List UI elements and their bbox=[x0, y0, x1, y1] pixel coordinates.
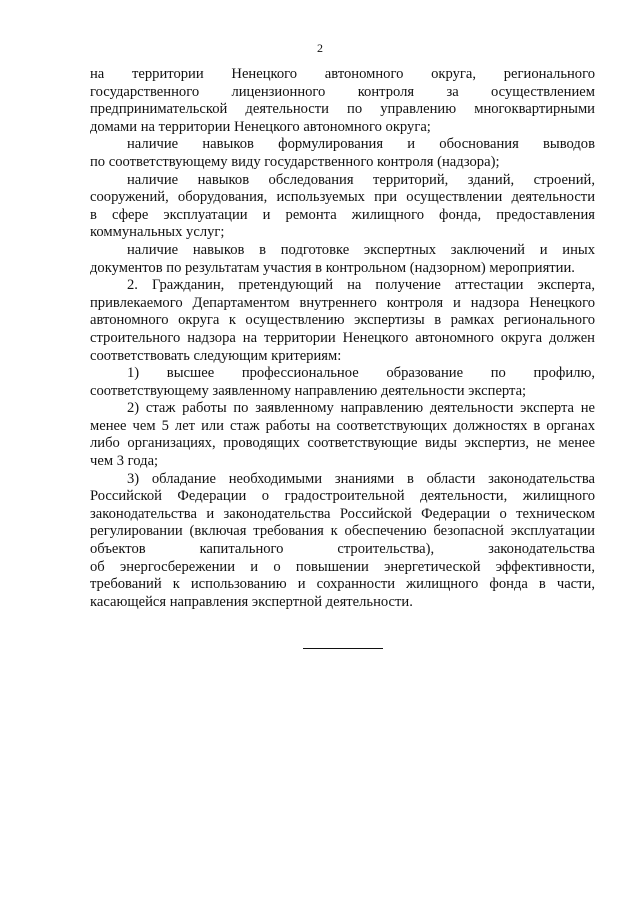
text-line: предпринимательской деятельности по управлению многоквартирными bbox=[90, 101, 595, 118]
text-line: чем 3 года; bbox=[90, 453, 159, 470]
page-number: 2 bbox=[317, 41, 323, 55]
text-line: наличие навыков обследования территорий, зданий, строений, bbox=[127, 171, 595, 188]
text-line: касающейся направления экспертной деятельности. bbox=[90, 593, 413, 610]
text-line: объектов капитального строительства), законодательства bbox=[90, 541, 595, 558]
text-line: привлекаемого Департаментом внутреннего контроля и надзора Ненецкого bbox=[90, 294, 595, 311]
text-line: наличие навыков формулирования и обоснования выводов bbox=[127, 136, 595, 153]
text-line: в сфере эксплуатации и ремонта жилищного фонда, предоставления bbox=[90, 206, 595, 223]
text-line: регулировании (включая требования к обеспечению безопасной эксплуатации bbox=[90, 523, 595, 540]
text-line: об энергосбережении и о повышении энергетической эффективности, bbox=[90, 558, 595, 575]
text-line: 3) обладание необходимыми знаниями в области законодательства bbox=[127, 470, 595, 487]
text-line: сооружений, оборудования, используемых при осуществлении деятельности bbox=[90, 189, 595, 206]
paragraph bbox=[90, 365, 595, 400]
text-line: государственного лицензионного контроля за осуществлением bbox=[90, 83, 595, 100]
text-line: на территории Ненецкого автономного округа, регионального bbox=[90, 66, 595, 82]
text-line: домами на территории Ненецкого автономного округа; bbox=[90, 118, 431, 135]
paragraph bbox=[90, 242, 595, 277]
text-line: коммунальных услуг; bbox=[90, 224, 225, 241]
text-line: соответствовать следующим критериям: bbox=[90, 347, 342, 364]
text-line: Российской Федерации о градостроительной деятельности, жилищного bbox=[90, 488, 595, 505]
paragraph bbox=[90, 172, 595, 242]
paragraph bbox=[90, 66, 595, 136]
paragraph bbox=[90, 400, 595, 470]
text-line: документов по результатам участия в контрольном (надзорном) мероприятии. bbox=[90, 259, 575, 276]
text-line: наличие навыков в подготовке экспертных заключений и иных bbox=[127, 241, 595, 258]
text-line: автономного округа к осуществлению экспертизы в рамках регионального bbox=[90, 312, 595, 329]
paragraph bbox=[90, 471, 595, 612]
text-line: по соответствующему виду государственного контроля (надзора); bbox=[90, 153, 500, 170]
text-line: менее чем 5 лет или стаж работы на соответствующих должностях в органах bbox=[90, 417, 595, 434]
text-line: требований к использованию и сохранности жилищного фонда в части, bbox=[90, 576, 595, 593]
paragraph bbox=[90, 136, 595, 171]
closing-separator-line bbox=[303, 648, 383, 649]
text-line: 2) стаж работы по заявленному направлению деятельности эксперта не bbox=[127, 400, 595, 417]
text-line: соответствующему заявленному направлению деятельности эксперта; bbox=[90, 382, 527, 399]
text-line: 1) высшее профессиональное образование по профилю, bbox=[127, 365, 595, 382]
paragraph bbox=[90, 277, 595, 365]
document-body bbox=[90, 66, 595, 611]
text-line: законодательства и законодательства Российской Федерации о техническом bbox=[90, 505, 595, 522]
text-line: 2. Гражданин, претендующий на получение аттестации эксперта, bbox=[127, 277, 595, 294]
text-line: строительного надзора на территории Ненецкого автономного округа должен bbox=[90, 329, 595, 346]
text-line: либо организациях, проводящих соответствующие виды экспертиз, не менее bbox=[90, 435, 595, 452]
